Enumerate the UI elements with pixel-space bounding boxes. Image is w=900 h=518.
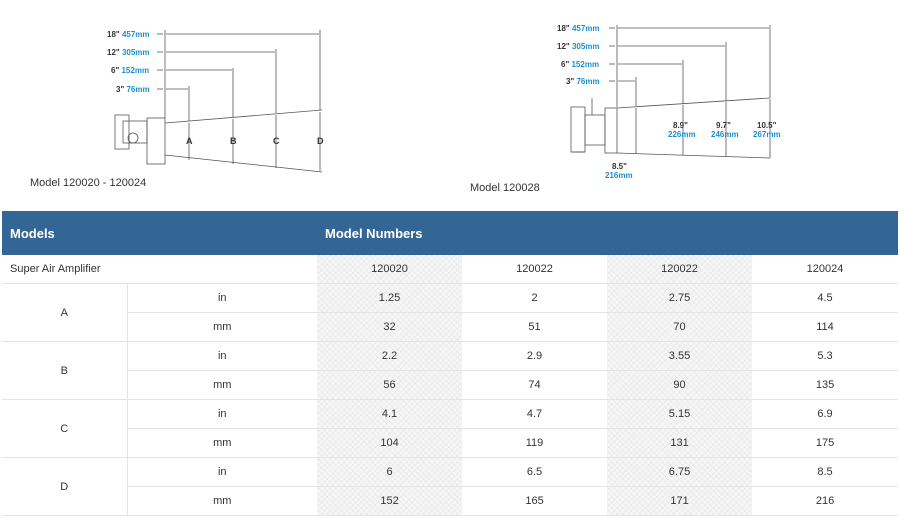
unit-label: in <box>127 284 317 313</box>
table-row <box>2 371 898 400</box>
right-width-3-in: 9.7" <box>716 121 731 130</box>
table-row <box>2 429 898 458</box>
table-row <box>2 487 898 516</box>
table-cell: 119 <box>462 429 607 458</box>
table-cell: 135 <box>752 371 898 400</box>
right-width-3-mm: 246mm <box>711 130 739 139</box>
table-row <box>2 284 898 313</box>
unit-label: in <box>127 342 317 371</box>
model-number-4: 120024 <box>752 255 898 284</box>
right-dimension-drawing <box>0 0 900 200</box>
model-number-3: 120022 <box>607 255 752 284</box>
left-letter-b: B <box>230 136 237 146</box>
table-row <box>2 400 898 429</box>
table-cell: 8.5 <box>752 458 898 487</box>
table-cell: 70 <box>607 313 752 342</box>
table-cell: 5.3 <box>752 342 898 371</box>
table-cell: 2 <box>462 284 607 313</box>
right-width-4-mm: 267mm <box>753 130 781 139</box>
table-cell: 74 <box>462 371 607 400</box>
right-width-1-mm: 216mm <box>605 171 633 180</box>
dimension-letter-a: A <box>2 284 127 342</box>
amplifier-128-inlet <box>571 107 585 152</box>
unit-label: in <box>127 400 317 429</box>
right-width-2-mm: 226mm <box>668 130 696 139</box>
table-cell: 4.1 <box>317 400 462 429</box>
right-width-1-in: 8.5" <box>612 162 627 171</box>
table-cell: 6 <box>317 458 462 487</box>
table-cell: 6.9 <box>752 400 898 429</box>
table-cell: 171 <box>607 487 752 516</box>
right-width-4-in: 10.5" <box>757 121 777 130</box>
table-cell: 2.75 <box>607 284 752 313</box>
left-letter-c: C <box>273 136 280 146</box>
unit-label: mm <box>127 487 317 516</box>
unit-label: mm <box>127 429 317 458</box>
left-dim-18-label: 18" 457mm <box>107 30 150 39</box>
table-row <box>2 313 898 342</box>
table-cell: 5.15 <box>607 400 752 429</box>
table-cell: 175 <box>752 429 898 458</box>
header-model-numbers: Model Numbers <box>317 211 898 255</box>
right-dim-18-label: 18" 457mm <box>557 24 600 33</box>
table-cell: 51 <box>462 313 607 342</box>
table-cell: 165 <box>462 487 607 516</box>
table-cell: 114 <box>752 313 898 342</box>
table-row <box>2 458 898 487</box>
table-row <box>2 342 898 371</box>
amplifier-128-outlet <box>605 108 617 153</box>
left-dim-3-label: 3" 76mm <box>116 85 150 94</box>
diagram-model-120028 <box>0 0 900 200</box>
dimension-letter-d: D <box>2 458 127 516</box>
left-letter-d: D <box>317 136 324 146</box>
table-cell: 56 <box>317 371 462 400</box>
right-width-2-in: 8.9" <box>673 121 688 130</box>
model-number-row <box>2 255 898 284</box>
right-dim-3-label: 3" 76mm <box>566 77 600 86</box>
table-cell: 4.5 <box>752 284 898 313</box>
table-cell: 90 <box>607 371 752 400</box>
left-dim-6-label: 6" 152mm <box>111 66 150 75</box>
table-cell: 4.7 <box>462 400 607 429</box>
right-diagram-caption: Model 120028 <box>470 182 540 194</box>
left-dim-12-label: 12" 305mm <box>107 48 150 57</box>
table-cell: 6.75 <box>607 458 752 487</box>
model-number-2: 120022 <box>462 255 607 284</box>
unit-label: mm <box>127 313 317 342</box>
table-cell: 2.9 <box>462 342 607 371</box>
table-cell: 152 <box>317 487 462 516</box>
table-cell: 2.2 <box>317 342 462 371</box>
unit-label: mm <box>127 371 317 400</box>
table-cell: 104 <box>317 429 462 458</box>
dimension-letter-c: C <box>2 400 127 458</box>
unit-label: in <box>127 458 317 487</box>
table-cell: 32 <box>317 313 462 342</box>
table-cell: 6.5 <box>462 458 607 487</box>
amplifier-128-body <box>585 115 605 145</box>
right-dim-12-label: 12" 305mm <box>557 42 600 51</box>
table-cell: 3.55 <box>607 342 752 371</box>
product-label: Super Air Amplifier <box>2 255 317 284</box>
dimensions-table <box>2 211 898 516</box>
table-header-row <box>2 211 898 255</box>
table-cell: 131 <box>607 429 752 458</box>
table-cell: 216 <box>752 487 898 516</box>
left-letter-a: A <box>186 136 193 146</box>
dimension-letter-b: B <box>2 342 127 400</box>
model-number-1: 120020 <box>317 255 462 284</box>
header-models: Models <box>2 211 317 255</box>
right-dim-6-label: 6" 152mm <box>561 60 600 69</box>
left-diagram-caption: Model 120020 - 120024 <box>30 177 147 189</box>
table-cell: 1.25 <box>317 284 462 313</box>
